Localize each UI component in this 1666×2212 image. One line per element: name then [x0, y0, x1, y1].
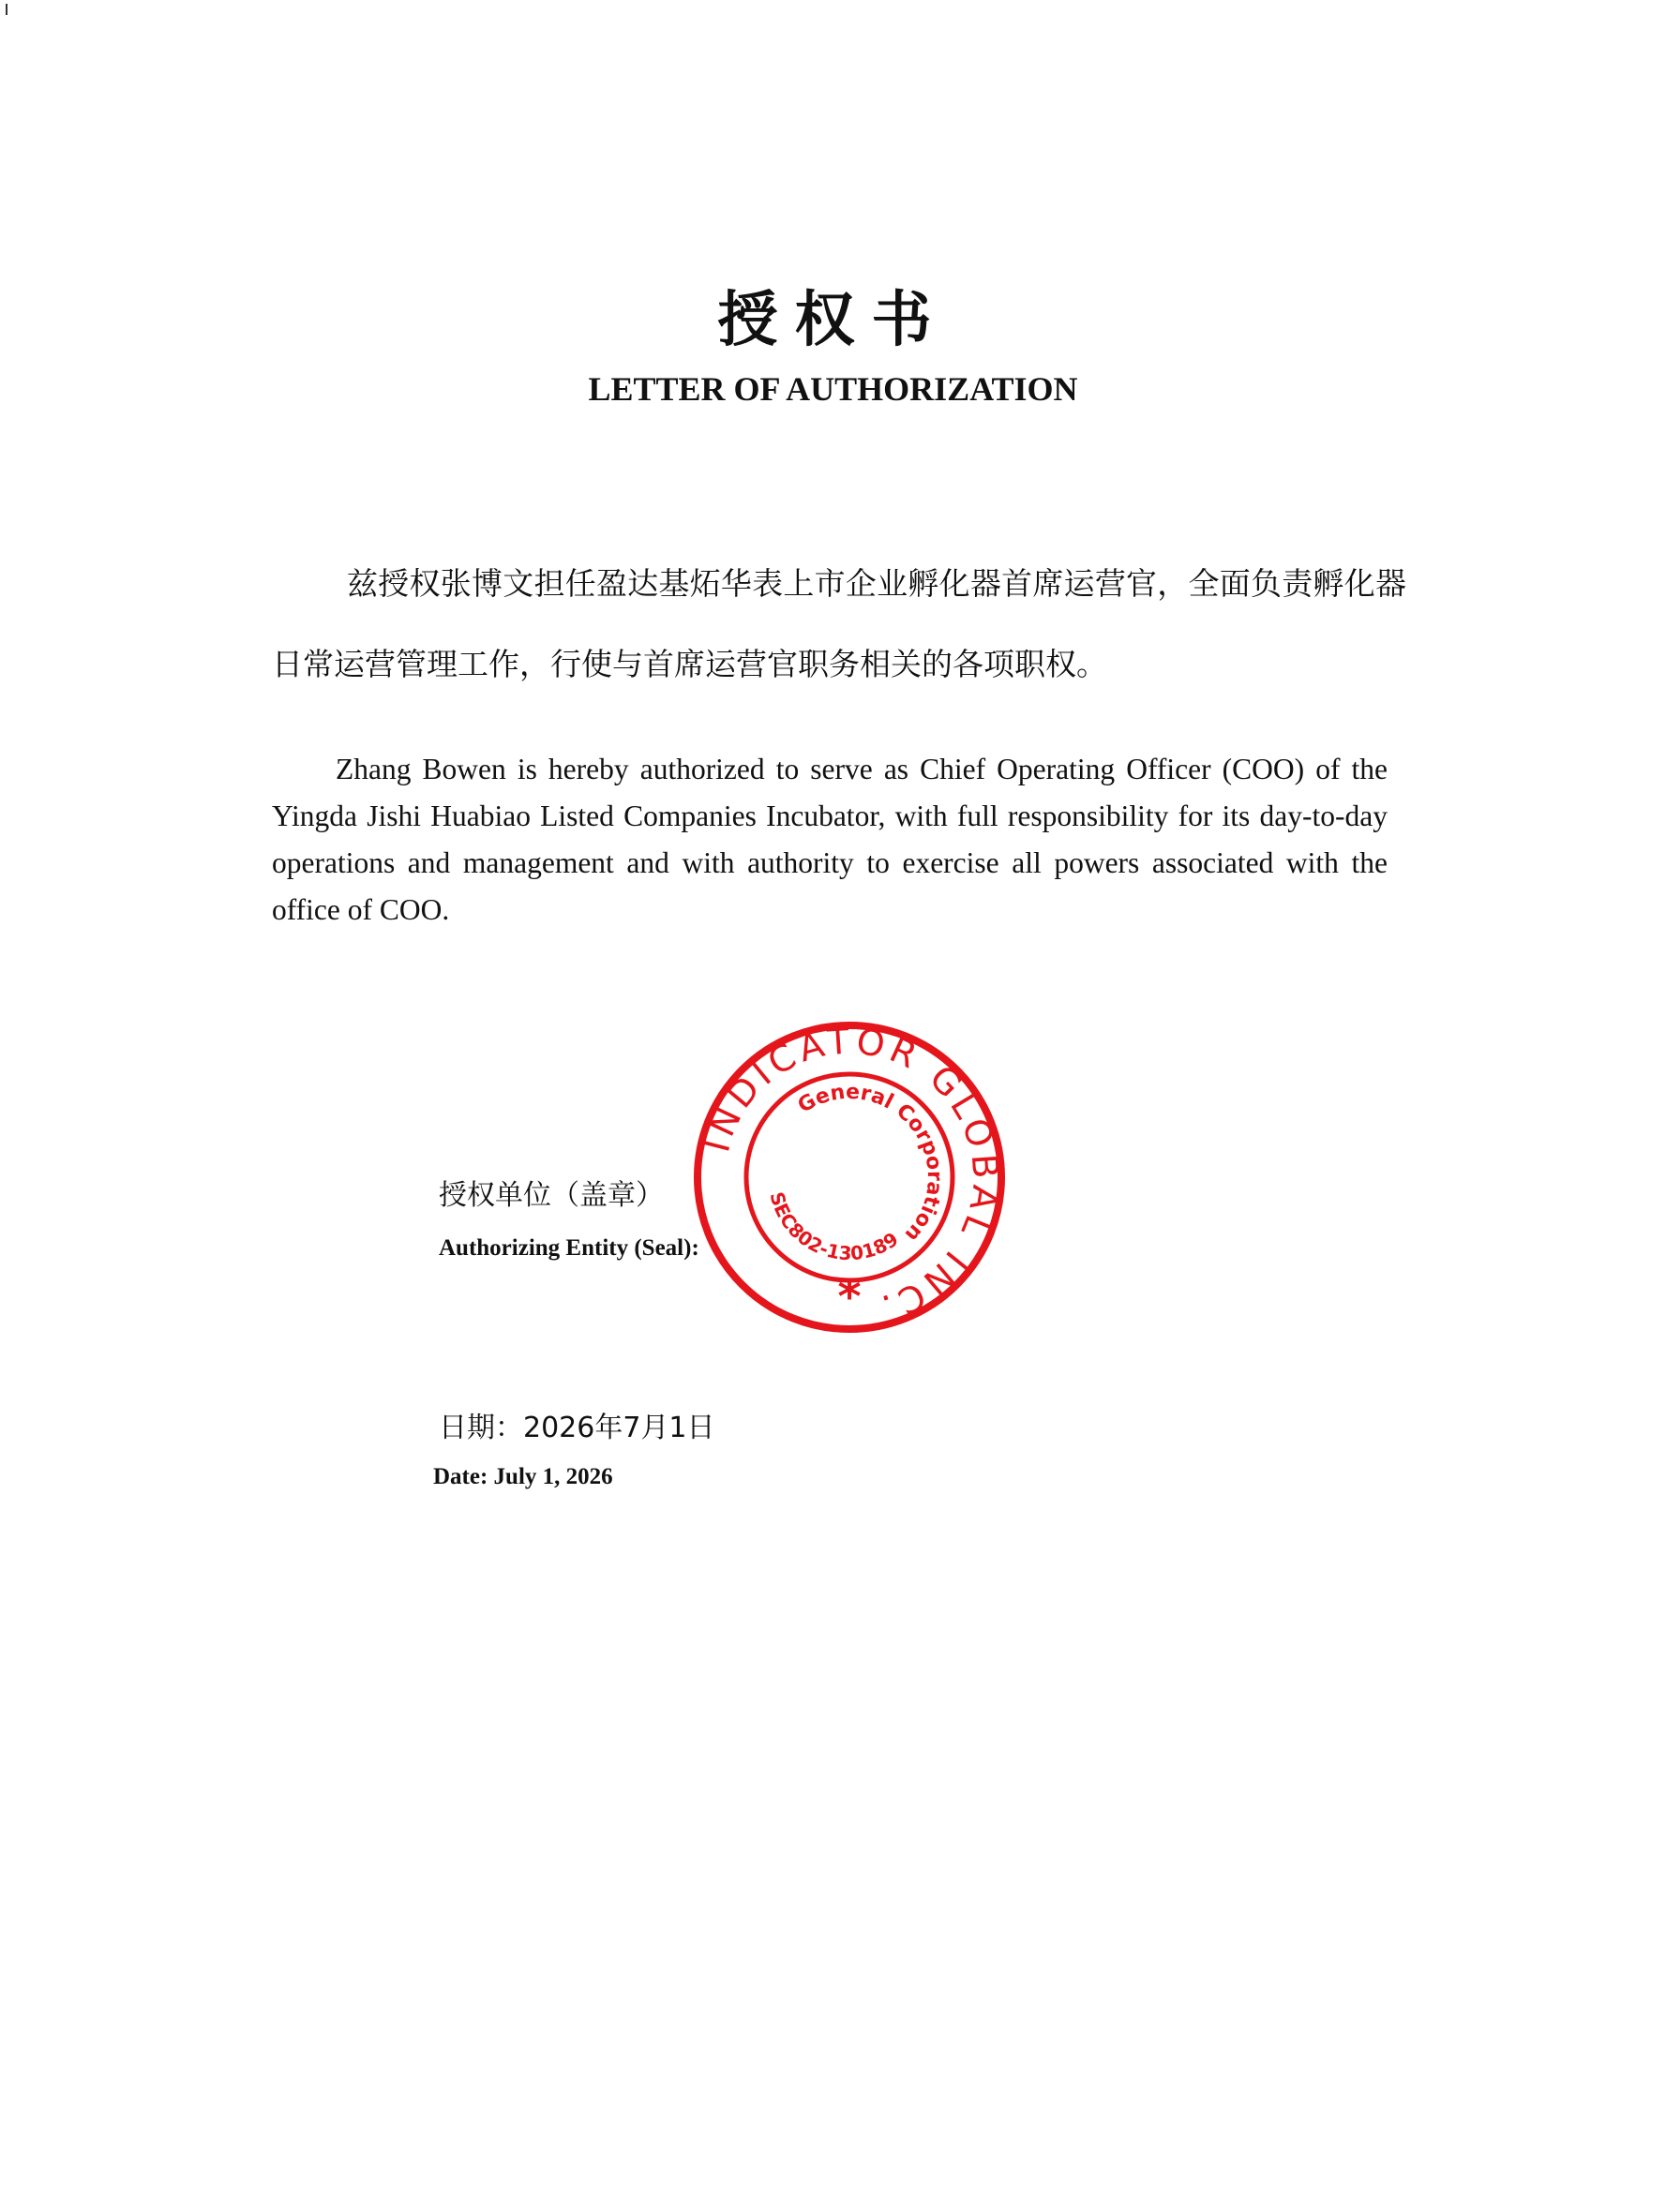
scan-mark: [6, 4, 8, 15]
authorizing-entity-label-english: Authorizing Entity (Seal):: [439, 1235, 699, 1261]
date-english: Date: July 1, 2026: [433, 1464, 613, 1489]
seal-outer-text: INDICATOR GLOBAL INC.: [696, 1020, 1007, 1331]
date-chinese: 日期：2026年7月1日: [439, 1412, 715, 1444]
authorizing-entity-label-chinese: 授权单位（盖章）: [439, 1179, 664, 1212]
seal-registration-number: SEC802-130189: [765, 1189, 903, 1265]
body-paragraph-chinese: 兹授权张博文担任盈达基炻华表上市企业孵化器首席运营官，全面负责孵化器日常运营管理工作，行使与首席运营官职务相关的各项职权。: [272, 565, 1406, 682]
title-chinese: 授权书: [717, 286, 949, 355]
company-seal: [692, 1020, 1007, 1335]
seal-star: *: [837, 1271, 862, 1323]
body-paragraph-english: Zhang Bowen is hereby authorized to serve as Chief Operating Officer (COO) of the Yingda Jishi Huabiao Listed Companies Incubator, with full responsibility for its day-to-day operations and management and with authority to exercise all powers associated with the office of COO.: [272, 753, 1388, 926]
title-english: LETTER OF AUTHORIZATION: [588, 370, 1078, 408]
seal-inner-text: General Corporation: [793, 1080, 947, 1247]
